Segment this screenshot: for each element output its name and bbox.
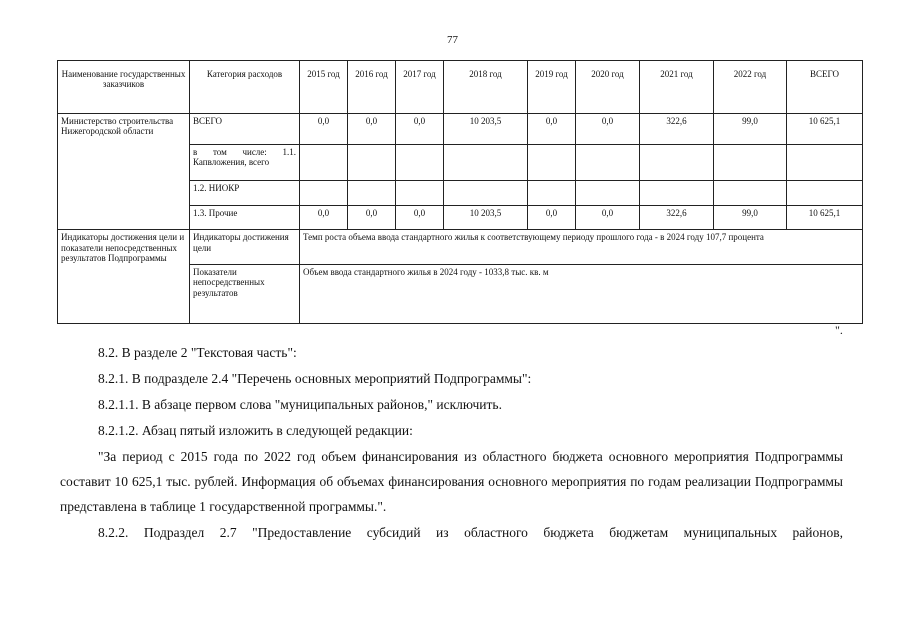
- paragraph: "За период с 2015 года по 2022 год объем финансирования из областного бюджета основного мероприятия Подпрограммы составит 10 625,1 тыс. рублей. Информация об объемах финансирования основного мероприятия по годам реализации Подпрограммы представлена в таблице 1 государственной программы.".: [60, 449, 843, 514]
- value-cell: [348, 144, 396, 181]
- table-row: [58, 230, 863, 265]
- header-year: 2015 год: [300, 61, 348, 114]
- value-cell: 0,0: [528, 114, 576, 145]
- category-cell: ВСЕГО: [190, 114, 300, 145]
- header-year: 2019 год: [528, 61, 576, 114]
- value-cell: 0,0: [300, 114, 348, 145]
- value-cell: 10 625,1: [787, 114, 863, 145]
- value-cell: [444, 181, 528, 205]
- value-cell: [348, 181, 396, 205]
- value-cell: [640, 181, 714, 205]
- value-cell: [576, 181, 640, 205]
- indicators-label: Индикаторы достижения цели и показатели непосредственных результатов Подпрограммы: [58, 230, 190, 324]
- result-indicators-label: Показатели непосредственных результатов: [190, 264, 300, 323]
- paragraph: 8.2.1. В подразделе 2.4 "Перечень основных мероприятий Подпрограммы":: [98, 371, 532, 386]
- value-cell: 0,0: [300, 205, 348, 229]
- closing-quote: ".: [835, 323, 843, 337]
- page-number: 77: [447, 34, 458, 46]
- value-cell: 0,0: [528, 205, 576, 229]
- table-row: [58, 114, 863, 145]
- value-cell: 0,0: [576, 205, 640, 229]
- header-category: Категория расходов: [190, 61, 300, 114]
- value-cell: 10 203,5: [444, 114, 528, 145]
- value-cell: 322,6: [640, 205, 714, 229]
- goal-indicators-label: Индикаторы достижения цели: [190, 230, 300, 265]
- value-cell: 99,0: [714, 205, 787, 229]
- table-header-row: [58, 61, 863, 114]
- value-cell: 0,0: [348, 114, 396, 145]
- header-year: 2016 год: [348, 61, 396, 114]
- value-cell: [576, 144, 640, 181]
- value-cell: 10 203,5: [444, 205, 528, 229]
- value-cell: [300, 144, 348, 181]
- value-cell: [787, 144, 863, 181]
- header-year: 2022 год: [714, 61, 787, 114]
- value-cell: [300, 181, 348, 205]
- paragraph: 8.2.1.1. В абзаце первом слова "муниципальных районов," исключить.: [98, 397, 502, 412]
- value-cell: 0,0: [348, 205, 396, 229]
- value-cell: 99,0: [714, 114, 787, 145]
- paragraph: 8.2. В разделе 2 "Текстовая часть":: [98, 345, 297, 360]
- header-year: 2018 год: [444, 61, 528, 114]
- value-cell: [396, 144, 444, 181]
- header-year: 2020 год: [576, 61, 640, 114]
- header-customer: Наименование государственных заказчиков: [58, 61, 190, 114]
- value-cell: 322,6: [640, 114, 714, 145]
- value-cell: [444, 144, 528, 181]
- value-cell: [714, 181, 787, 205]
- value-cell: 10 625,1: [787, 205, 863, 229]
- customer-name: Министерство строительства Нижегородской области: [58, 114, 190, 230]
- value-cell: 0,0: [396, 205, 444, 229]
- header-year: 2017 год: [396, 61, 444, 114]
- header-year: 2021 год: [640, 61, 714, 114]
- value-cell: [714, 144, 787, 181]
- value-cell: [787, 181, 863, 205]
- financing-table: [57, 60, 863, 324]
- goal-indicators-text: Темп роста объема ввода стандартного жилья к соответствующему периоду прошлого года - в 2024 году 107,7 процента: [300, 230, 863, 265]
- value-cell: [640, 144, 714, 181]
- header-total: ВСЕГО: [787, 61, 863, 114]
- value-cell: 0,0: [576, 114, 640, 145]
- result-indicators-text: Объем ввода стандартного жилья в 2024 году - 1033,8 тыс. кв. м: [300, 264, 863, 323]
- category-cell: в том числе: 1.1. Капвложения, всего: [190, 144, 300, 181]
- value-cell: [528, 144, 576, 181]
- category-cell: 1.3. Прочие: [190, 205, 300, 229]
- paragraph: 8.2.2. Подраздел 2.7 "Предоставление субсидий из областного бюджета бюджетам муниципальных районов,: [98, 525, 843, 540]
- paragraph: 8.2.1.2. Абзац пятый изложить в следующей редакции:: [98, 423, 413, 438]
- value-cell: 0,0: [396, 114, 444, 145]
- value-cell: [396, 181, 444, 205]
- value-cell: [528, 181, 576, 205]
- category-cell: 1.2. НИОКР: [190, 181, 300, 205]
